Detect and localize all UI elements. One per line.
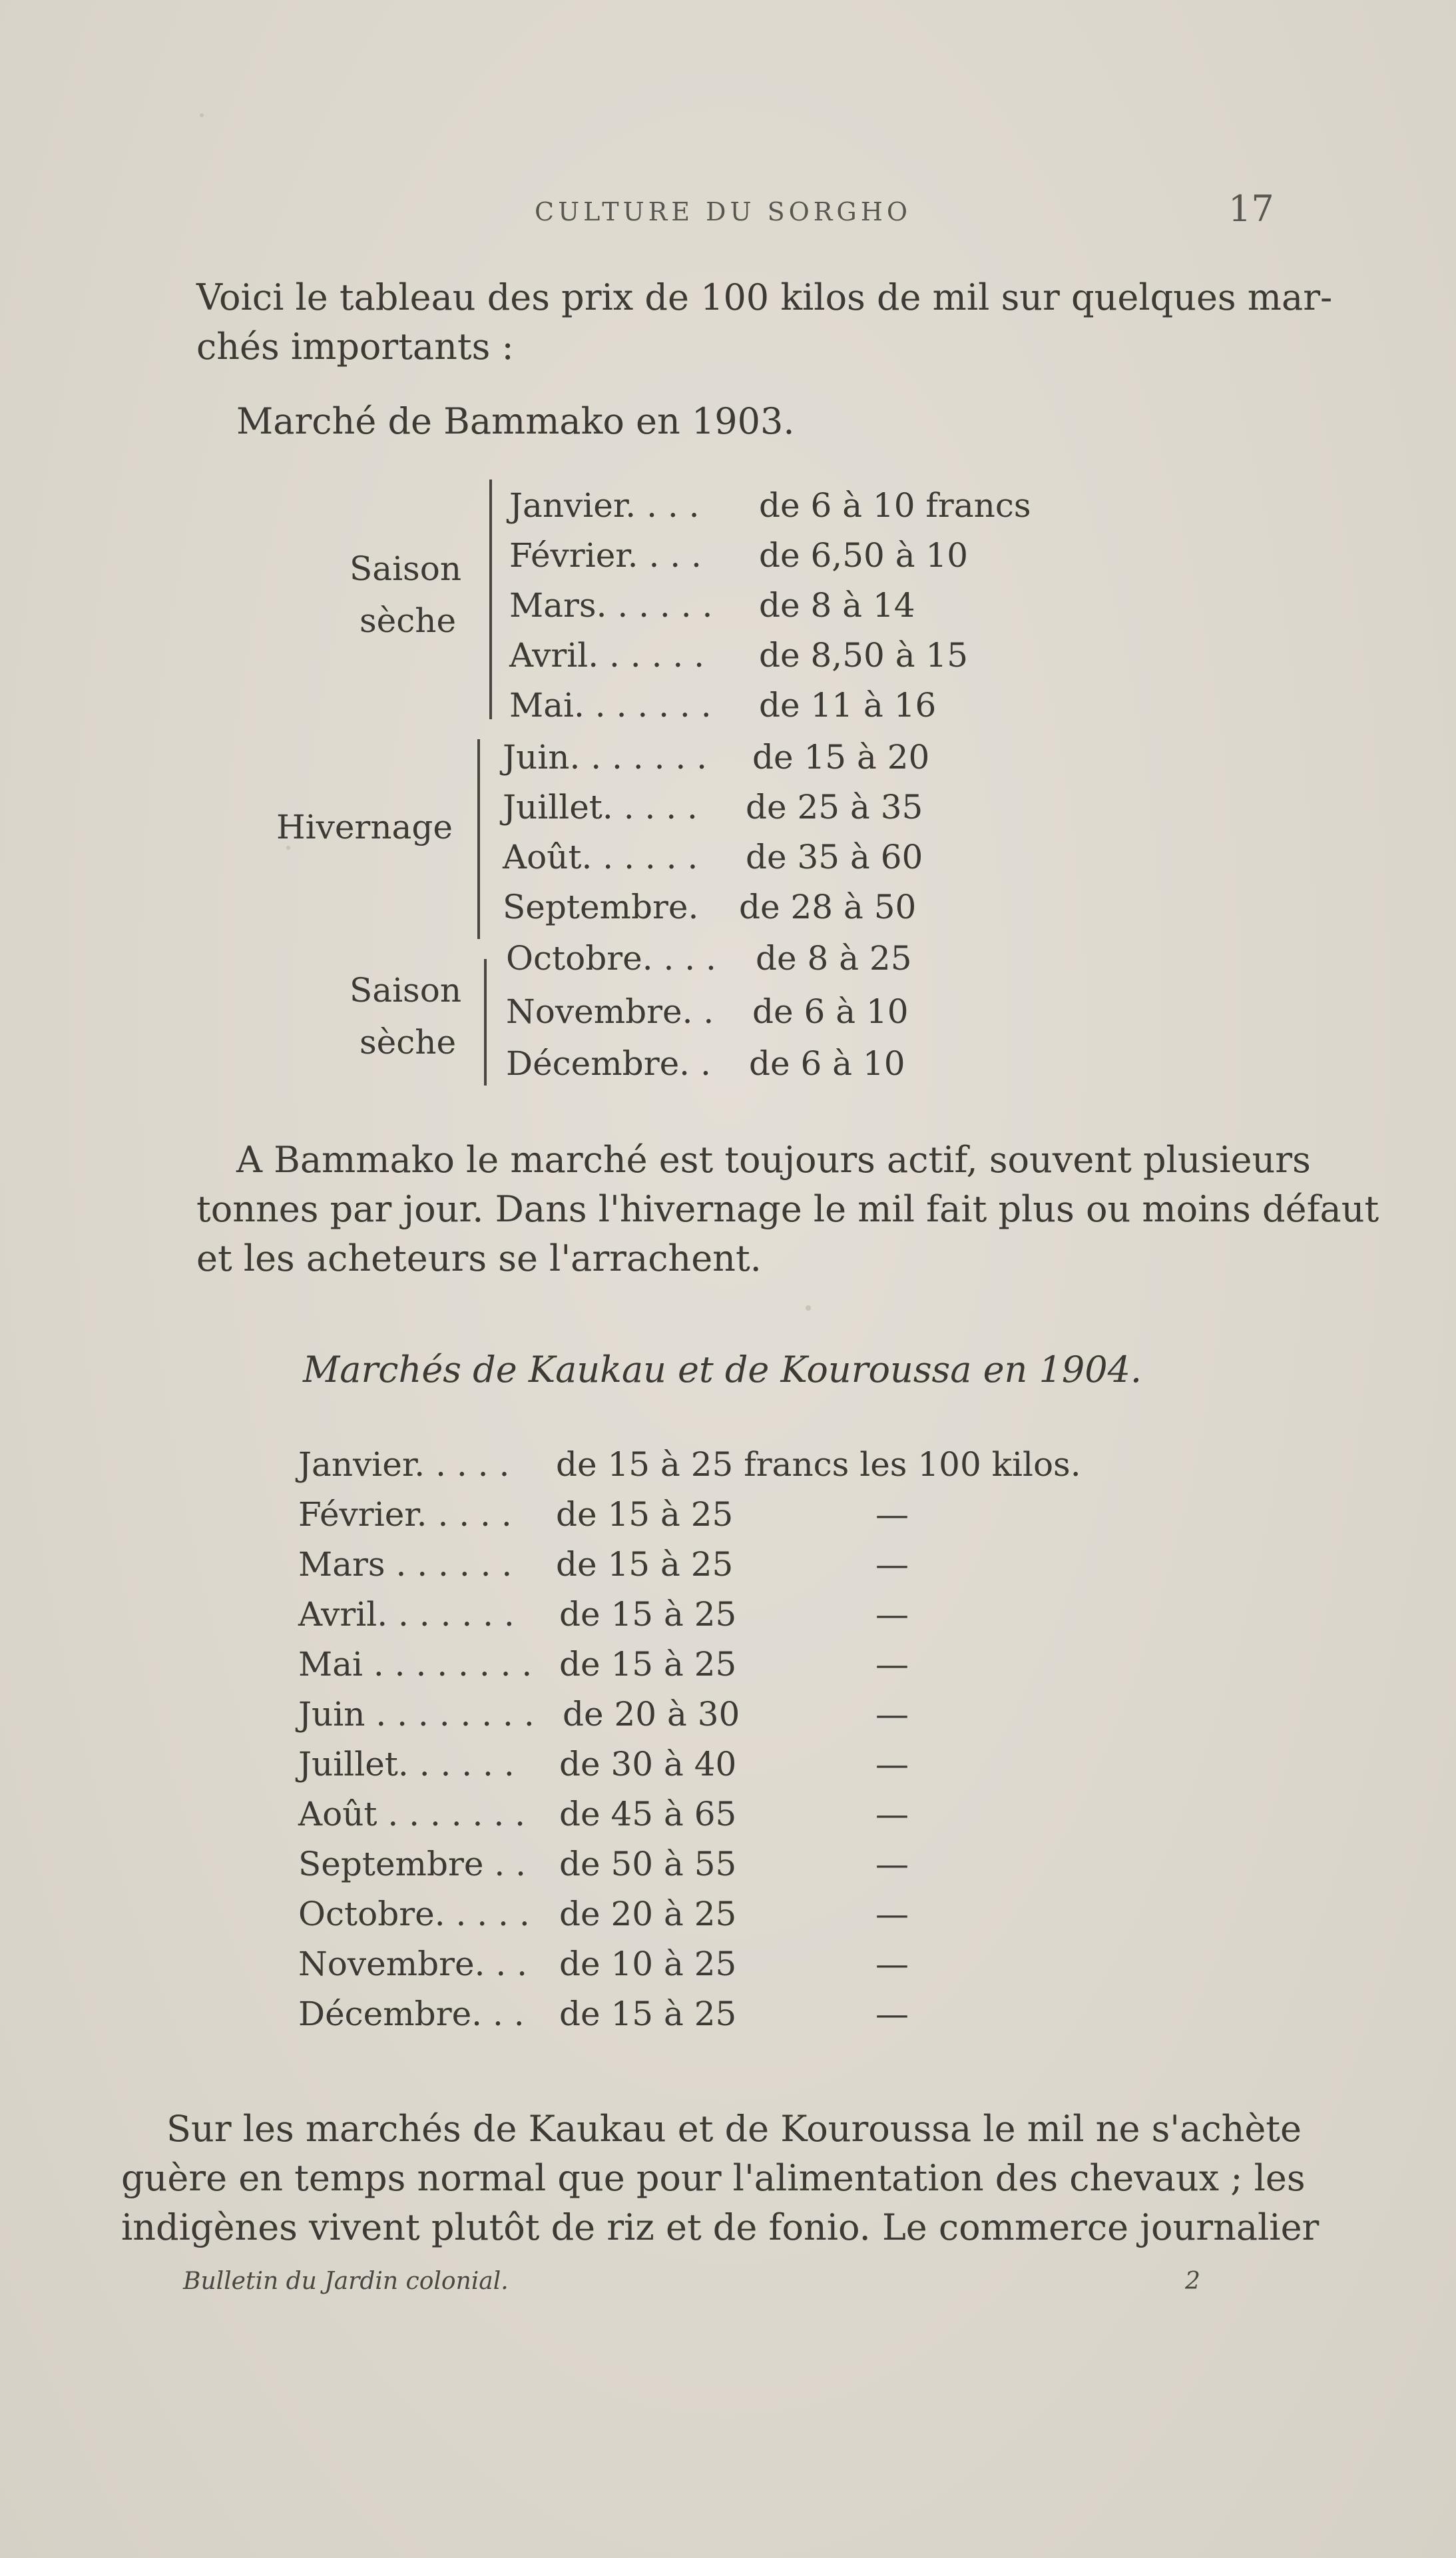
ditto-mark: — <box>875 1995 909 2033</box>
footer-journal: Bulletin du Jardin colonial. <box>183 2268 509 2295</box>
market2-month: Février. . . . . <box>298 1495 512 1534</box>
para2-line-3: et les acheteurs se l'arrachent. <box>196 1237 762 1279</box>
market1-month: Mai. . . . . . . <box>509 686 712 725</box>
market1-month: Octobre. . . . <box>506 939 716 978</box>
market1-month: Avril. . . . . . <box>509 636 705 675</box>
market1-price: de 6 à 10 <box>749 1044 905 1083</box>
market2-price: de 15 à 25 <box>559 1595 737 1634</box>
intro-line-2: chés importants : <box>196 326 514 368</box>
brace-dry-season-1 <box>489 480 492 719</box>
market2-month: Août . . . . . . . <box>298 1795 526 1833</box>
market2-month: Avril. . . . . . . <box>298 1595 515 1634</box>
market1-price: de 15 à 20 <box>752 738 930 777</box>
group-label-saison: Saison <box>350 549 462 588</box>
market1-month: Septembre. <box>503 888 699 926</box>
ditto-mark: — <box>875 1745 909 1783</box>
market2-month: Septembre . . <box>298 1845 527 1883</box>
page-number: 17 <box>1228 188 1274 230</box>
ditto-mark: — <box>875 1695 909 1734</box>
market2-price: de 15 à 25 <box>556 1545 734 1584</box>
market1-price: de 6 à 10 francs <box>759 486 1031 525</box>
market2-price: de 20 à 25 <box>559 1895 737 1933</box>
para3-line-2: guère en temps normal que pour l'alimentation des chevaux ; les <box>121 2157 1306 2199</box>
market2-price: de 15 à 25 francs les 100 kilos. <box>556 1445 1081 1484</box>
market1-month: Janvier. . . . <box>509 486 700 525</box>
brace-dry-season-2 <box>484 959 487 1086</box>
market1-price: de 8 à 25 <box>756 939 912 978</box>
ditto-mark: — <box>875 1795 909 1833</box>
ditto-mark: — <box>875 1845 909 1883</box>
para3-line-3: indigènes vivent plutôt de riz et de fonio. Le commerce journalier <box>121 2206 1320 2248</box>
market1-price: de 8 à 14 <box>759 586 915 625</box>
market2-month: Juin . . . . . . . . <box>298 1695 535 1734</box>
market2-price: de 15 à 25 <box>556 1495 734 1534</box>
market1-month: Novembre. . <box>506 992 714 1031</box>
market2-price: de 30 à 40 <box>559 1745 737 1783</box>
market2-month: Juillet. . . . . . <box>298 1745 515 1783</box>
market2-month: Janvier. . . . . <box>298 1445 510 1484</box>
market2-price: de 45 à 65 <box>559 1795 737 1833</box>
brace-rainy-season <box>477 739 480 939</box>
paper-speck <box>806 1305 811 1311</box>
ditto-mark: — <box>875 1945 909 1983</box>
ditto-mark: — <box>875 1495 909 1534</box>
ditto-mark: — <box>875 1595 909 1634</box>
group-label-hivernage: Hivernage <box>276 808 453 846</box>
market1-price: de 6,50 à 10 <box>759 536 969 575</box>
market1-price: de 6 à 10 <box>752 992 909 1031</box>
market2-title: Marchés de Kaukau et de Kouroussa en 1904. <box>303 1349 1142 1391</box>
market2-month: Novembre. . . <box>298 1945 528 1983</box>
group-label-seche: sèche <box>360 1023 457 1062</box>
market2-month: Octobre. . . . . <box>298 1895 530 1933</box>
market1-month: Août. . . . . . <box>503 838 698 876</box>
market1-month: Juillet. . . . . <box>503 788 698 826</box>
market1-price: de 35 à 60 <box>746 838 923 876</box>
market2-price: de 15 à 25 <box>559 1645 737 1684</box>
market1-month: Juin. . . . . . . <box>503 738 708 777</box>
para2-line-2: tonnes par jour. Dans l'hivernage le mil fait plus ou moins défaut <box>196 1188 1379 1230</box>
market2-price: de 50 à 55 <box>559 1845 737 1883</box>
para3-line-1: Sur les marchés de Kaukau et de Kouroussa le mil ne s'achète <box>166 2108 1302 2150</box>
ditto-mark: — <box>875 1645 909 1684</box>
market2-month: Mai . . . . . . . . <box>298 1645 533 1684</box>
running-header-title: CULTURE DU SORGHO <box>535 197 912 226</box>
group-label-saison: Saison <box>350 971 462 1010</box>
market2-month: Décembre. . . <box>298 1995 525 2033</box>
market1-price: de 25 à 35 <box>746 788 923 826</box>
market2-price: de 15 à 25 <box>559 1995 737 2033</box>
market2-price: de 20 à 30 <box>563 1695 740 1734</box>
market1-month: Février. . . . <box>509 536 702 575</box>
ditto-mark: — <box>875 1545 909 1584</box>
market1-price: de 8,50 à 15 <box>759 636 969 675</box>
market1-month: Décembre. . <box>506 1044 711 1083</box>
group-label-seche: sèche <box>360 601 457 640</box>
market1-month: Mars. . . . . . <box>509 586 713 625</box>
market1-title: Marché de Bammako en 1903. <box>236 400 795 442</box>
market1-price: de 28 à 50 <box>739 888 917 926</box>
market2-price: de 10 à 25 <box>559 1945 737 1983</box>
paper-speck <box>200 113 204 117</box>
ditto-mark: — <box>875 1895 909 1933</box>
market1-price: de 11 à 16 <box>759 686 937 725</box>
para2-line-1: A Bammako le marché est toujours actif, souvent plusieurs <box>236 1139 1311 1181</box>
market2-month: Mars . . . . . . <box>298 1545 513 1584</box>
intro-line-1: Voici le tableau des prix de 100 kilos de mil sur quelques mar- <box>196 276 1333 318</box>
footer-signature: 2 <box>1185 2268 1200 2295</box>
